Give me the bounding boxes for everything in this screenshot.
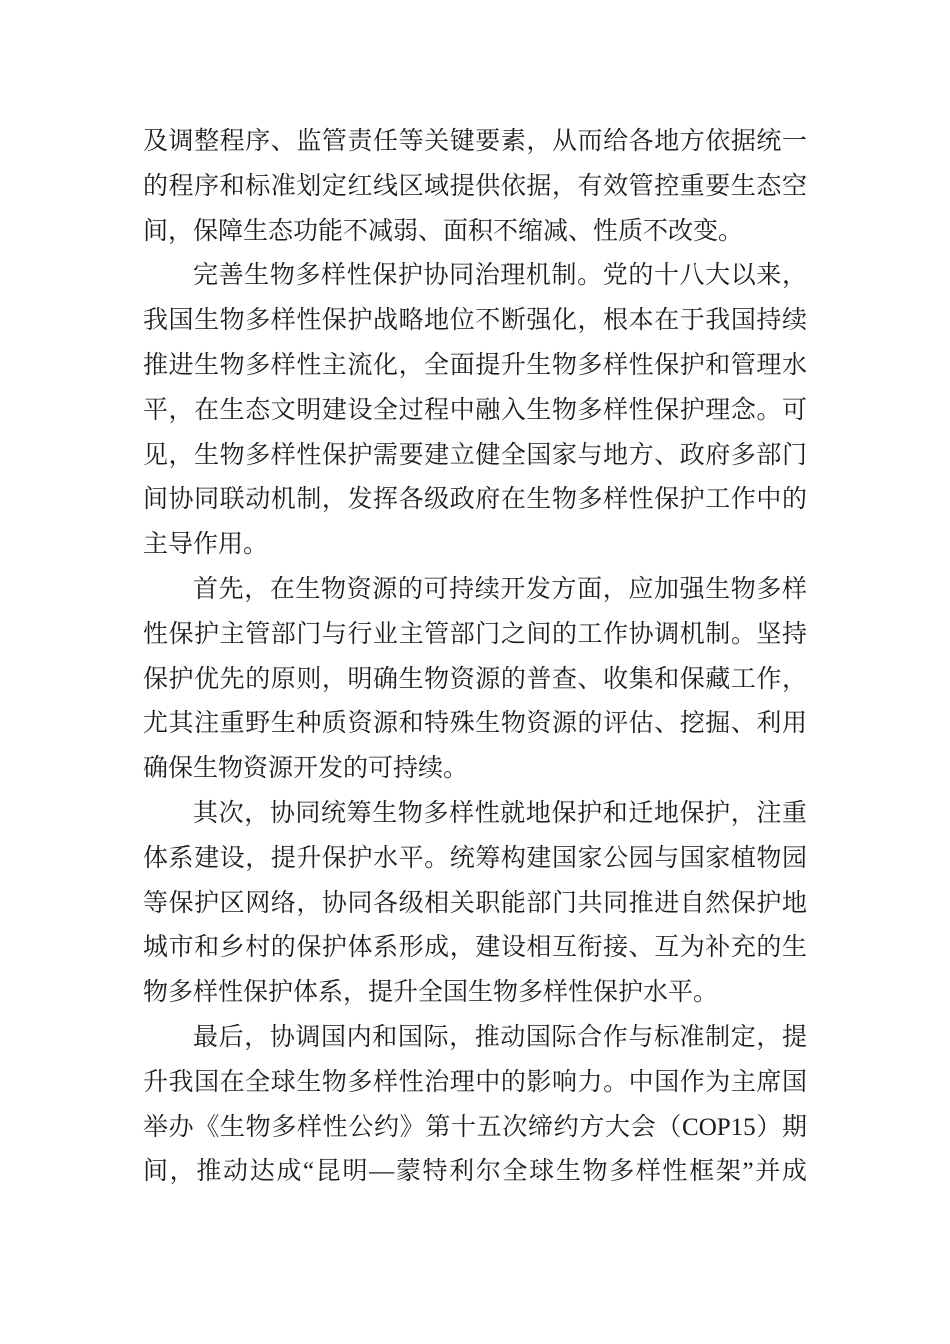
- text-line: 间，保障生态功能不减弱、面积不缩减、性质不改变。: [143, 217, 744, 245]
- text-line: 间协同联动机制，发挥各级政府在生物多样性保护工作中的: [143, 486, 807, 514]
- text-line: 我国生物多样性保护战略地位不断强化，根本在于我国持续: [143, 307, 807, 335]
- text-line: 首先，在生物资源的可持续开发方面，应加强生物多样: [193, 575, 807, 603]
- text-line: 性保护主管部门与行业主管部门之间的工作协调机制。坚持: [143, 620, 807, 648]
- text-line: 物多样性保护体系，提升全国生物多样性保护水平。: [143, 979, 719, 1007]
- text-line: 平，在生态文明建设全过程中融入生物多样性保护理念。可: [143, 396, 807, 424]
- paragraph: [143, 568, 807, 792]
- text-line: 推进生物多样性主流化，全面提升生物多样性保护和管理水: [143, 351, 807, 379]
- text-line: 举办《生物多样性公约》第十五次缔约方大会（COP15）期: [143, 1113, 807, 1141]
- paragraph: [143, 792, 807, 1016]
- text-line: 确保生物资源开发的可持续。: [143, 755, 469, 783]
- text-line: 其次，协同统筹生物多样性就地保护和迁地保护，注重: [193, 799, 807, 827]
- text-line: 保护优先的原则，明确生物资源的普查、收集和保藏工作，: [143, 665, 807, 693]
- text-line: 见，生物多样性保护需要建立健全国家与地方、政府多部门: [143, 441, 807, 469]
- text-line: 升我国在全球生物多样性治理中的影响力。中国作为主席国: [143, 1068, 807, 1096]
- text-line: 尤其注重野生种质资源和特殊生物资源的评估、挖掘、利用: [143, 710, 807, 738]
- text-line: 城市和乡村的保护体系形成，建设相互衔接、互为补充的生: [143, 934, 807, 962]
- paragraph: [143, 120, 807, 254]
- paragraph: [143, 1016, 807, 1195]
- paragraph: [143, 254, 807, 568]
- text-line: 等保护区网络，协同各级相关职能部门共同推进自然保护地: [143, 889, 807, 917]
- text-line: 完善生物多样性保护协同治理机制。党的十八大以来，: [193, 262, 807, 290]
- text-line: 间，推动达成“昆明—蒙特利尔全球生物多样性框架”并成: [143, 1158, 807, 1186]
- text-line: 主导作用。: [143, 531, 269, 559]
- text-line: 的程序和标准划定红线区域提供依据，有效管控重要生态空: [143, 172, 807, 200]
- document-body: [143, 120, 807, 1195]
- text-line: 最后，协调国内和国际，推动国际合作与标准制定，提: [193, 1023, 807, 1051]
- text-line: 体系建设，提升保护水平。统筹构建国家公园与国家植物园: [143, 844, 807, 872]
- text-line: 及调整程序、监管责任等关键要素，从而给各地方依据统一: [143, 128, 807, 155]
